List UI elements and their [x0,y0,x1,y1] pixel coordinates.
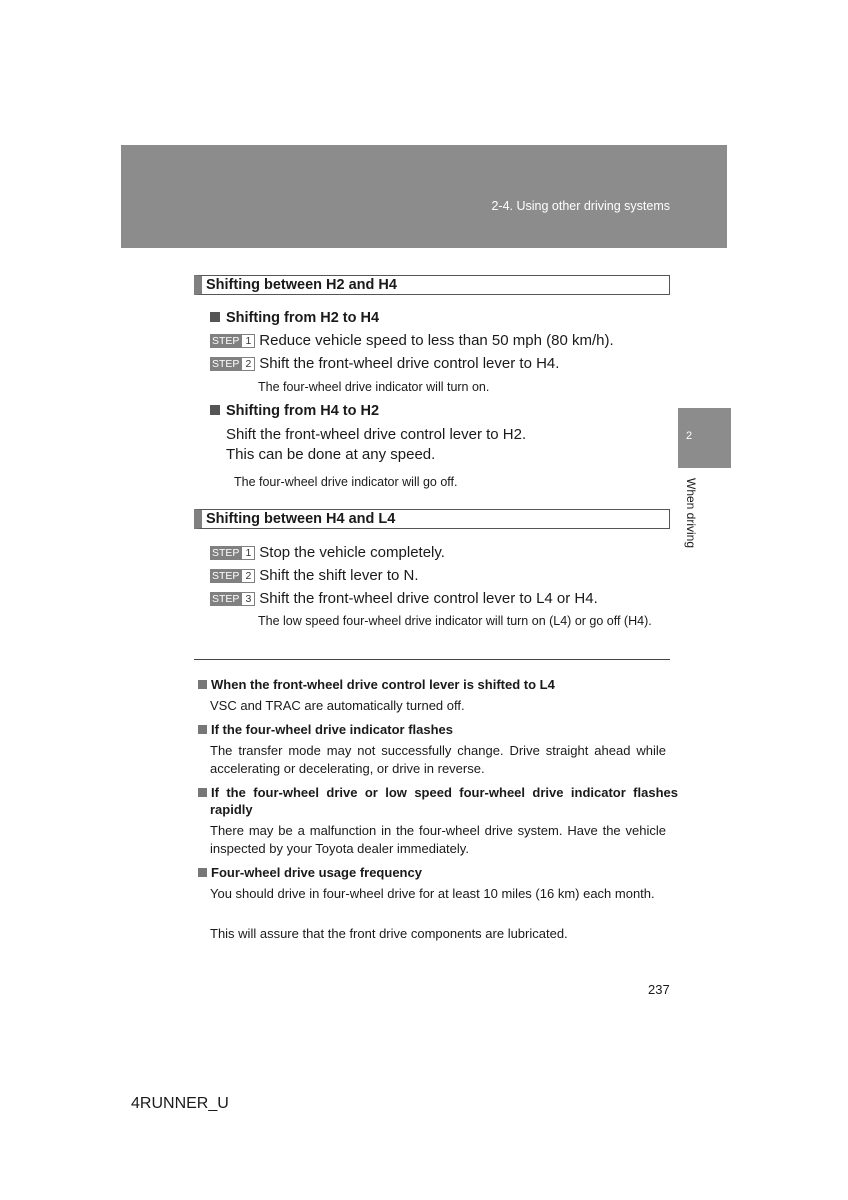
footer-code: 4RUNNER_U [131,1095,229,1112]
step-note: The four-wheel drive indicator will turn on. [258,380,490,394]
step-text: Stop the vehicle completely. [259,544,445,561]
info-heading [198,784,678,818]
info-heading [198,864,666,881]
info-heading-text: If the four-wheel drive indicator flashes [211,722,453,737]
step-badge [210,357,255,371]
chapter-label: When driving [684,478,698,549]
step-row [210,590,598,608]
subheading-text: Shifting from H2 to H4 [226,310,380,326]
step-row [210,544,445,562]
chapter-number: 2 [686,430,693,442]
info-text: There may be a malfunction in the four-wheel drive system. Have the vehicle inspected by your Toyota dealer immediately. [210,823,666,856]
info-text: You should drive in four-wheel drive for at least 10 miles (16 km) each month. [210,886,655,901]
step-badge [210,546,255,560]
square-bullet-icon [198,725,207,734]
step-note: The low speed four-wheel drive indicator will turn on (L4) or go off (H4). [258,614,652,628]
section-heading-h2-h4: Shifting between H2 and H4 [194,275,670,295]
note-text: The four-wheel drive indicator will go off. [234,475,458,489]
page-number: 237 [648,982,670,997]
step-row [210,355,559,373]
step-badge-number: 2 [241,569,255,583]
square-bullet-icon [198,788,207,797]
step-badge-label: STEP [212,593,240,605]
step-badge [210,569,255,583]
step-badge [210,592,255,606]
step-badge-label: STEP [212,547,240,559]
section-title: 2-4. Using other driving systems [491,199,670,213]
step-badge-label: STEP [212,358,240,370]
info-heading-text: Four-wheel drive usage frequency [211,865,422,880]
step-badge [210,334,255,348]
body-line: Shift the front-wheel drive control lever to H2. [226,426,527,443]
info-heading-text: If the four-wheel drive or low speed four-wheel drive indicator flashes rapidly [210,785,678,817]
divider [194,659,670,660]
step-badge-number: 1 [241,334,255,348]
step-text: Shift the shift lever to N. [259,567,419,584]
square-bullet-icon [210,405,220,415]
step-badge-label: STEP [212,570,240,582]
info-text: This will assure that the front drive components are lubricated. [210,926,568,941]
section-heading-h4-l4: Shifting between H4 and L4 [194,509,670,529]
step-text: Shift the front-wheel drive control lever to L4 or H4. [259,590,598,607]
step-row [210,332,614,350]
info-heading [198,676,666,693]
info-heading-text: When the front-wheel drive control lever is shifted to L4 [211,677,555,692]
body-line: This can be done at any speed. [226,446,436,463]
chapter-tab [678,408,731,468]
square-bullet-icon [198,680,207,689]
info-text: VSC and TRAC are automatically turned off. [210,698,465,713]
step-text: Shift the front-wheel drive control lever to H4. [259,355,560,372]
step-text: Reduce vehicle speed to less than 50 mph (80 km/h). [259,332,614,349]
subheading-h2-to-h4 [210,310,379,326]
step-badge-number: 1 [241,546,255,560]
header-band [121,145,727,248]
square-bullet-icon [210,312,220,322]
step-badge-number: 3 [241,592,255,606]
subheading-text: Shifting from H4 to H2 [226,403,380,419]
subheading-h4-to-h2 [210,403,379,419]
info-text: The transfer mode may not successfully change. Drive straight ahead while accelerating or decelerating, or drive in reverse. [210,743,666,776]
step-badge-label: STEP [212,335,240,347]
square-bullet-icon [198,868,207,877]
info-heading [198,721,666,738]
step-badge-number: 2 [241,357,255,371]
step-row [210,567,419,585]
